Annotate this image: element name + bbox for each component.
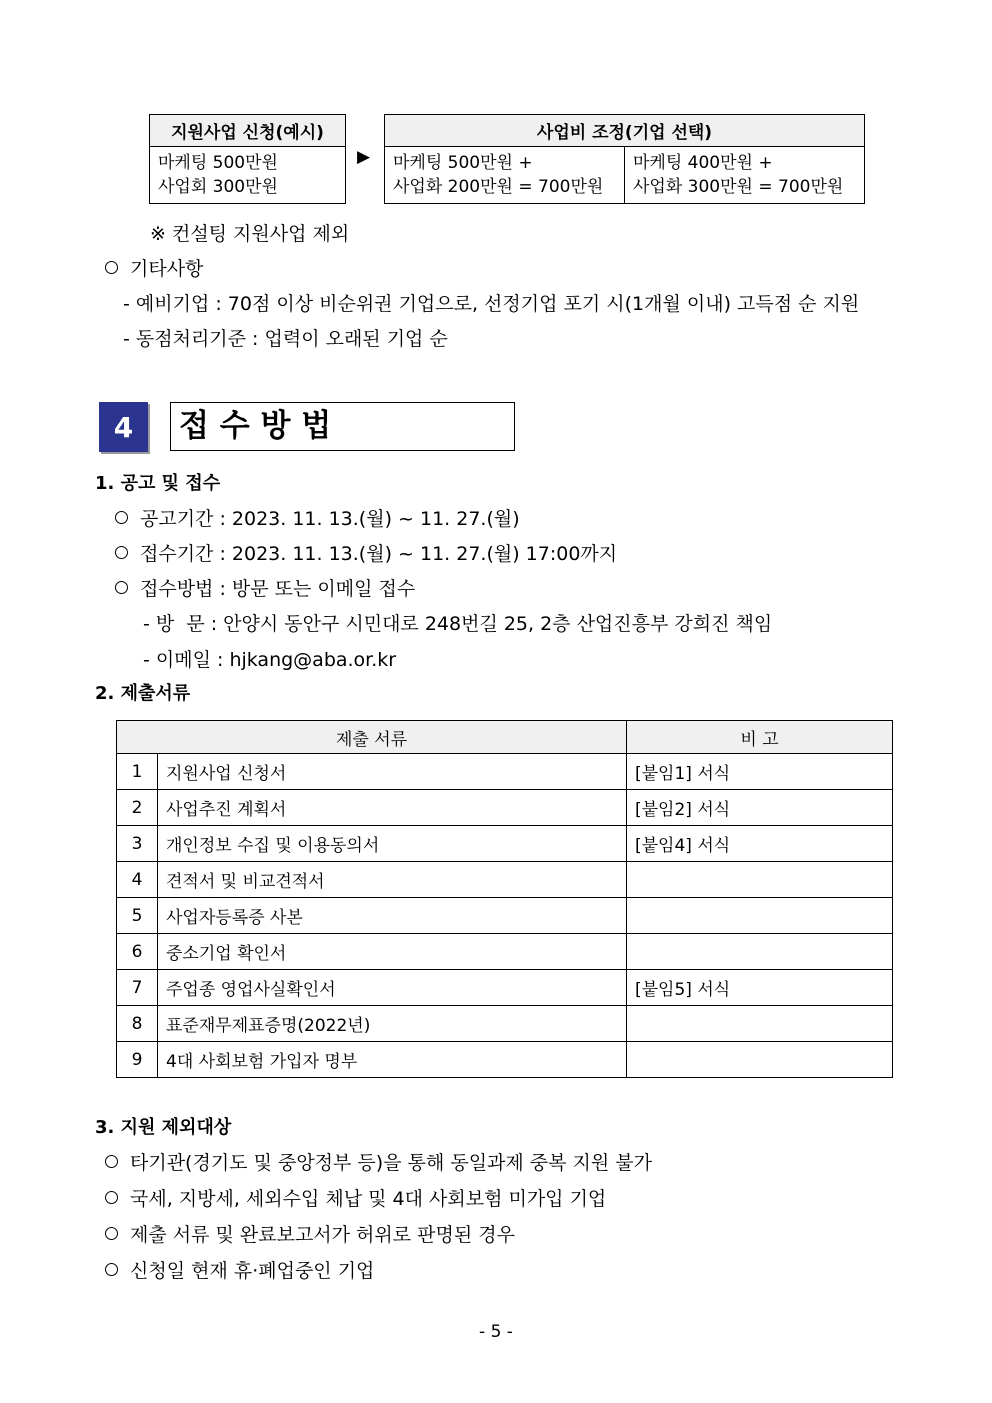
row-number: 9 xyxy=(117,1042,158,1078)
row-note: [붙임5] 서식 xyxy=(627,970,893,1006)
example-option-a-line: 마케팅 500만원 + xyxy=(393,153,533,173)
row-number: 5 xyxy=(117,898,158,934)
row-number: 8 xyxy=(117,1006,158,1042)
row-document: 견적서 및 비교견적서 xyxy=(158,862,627,898)
row-document: 개인정보 수집 및 이용동의서 xyxy=(158,826,627,862)
subsection-heading: 2. 제출서류 xyxy=(95,683,191,704)
row-document: 주업종 영업사실확인서 xyxy=(158,970,627,1006)
note-text: ※ 컨설팅 지원사업 제외 xyxy=(150,223,350,245)
subsection-heading: 3. 지원 제외대상 xyxy=(95,1117,232,1138)
documents-table xyxy=(116,720,893,1078)
row-note xyxy=(627,898,893,934)
page-number: - 5 - xyxy=(479,1322,513,1342)
row-note xyxy=(627,862,893,898)
documents-col-header: 제출 서류 xyxy=(117,721,627,754)
table-row xyxy=(117,1006,893,1042)
row-number: 6 xyxy=(117,934,158,970)
arrow-icon: ▶ xyxy=(357,147,371,167)
example-option-a-line: 사업화 200만원 = 700만원 xyxy=(393,177,604,197)
circle-bullet-icon xyxy=(115,546,128,559)
row-note: [붙임2] 서식 xyxy=(627,790,893,826)
table-row xyxy=(117,826,893,862)
section-number-badge: 4 xyxy=(99,402,148,452)
note-col-header: 비 고 xyxy=(627,721,893,754)
row-note: [붙임1] 서식 xyxy=(627,754,893,790)
table-row xyxy=(117,862,893,898)
example-apply-header: 지원사업 신청(예시) xyxy=(150,115,346,147)
table-row xyxy=(117,1042,893,1078)
example-adjust-table xyxy=(384,114,865,204)
example-option-b-line: 사업화 300만원 = 700만원 xyxy=(633,177,844,197)
visit-info: - 방 문 : 안양시 동안구 시민대로 248번길 25, 2층 산업진흥부 강희진 책임 xyxy=(143,613,773,635)
other-item: - 동점처리기준 : 업력이 오래된 기업 순 xyxy=(123,328,448,350)
example-option-b-line: 마케팅 400만원 + xyxy=(633,153,773,173)
email-info: - 이메일 : hjkang@aba.or.kr xyxy=(143,649,397,671)
row-document: 중소기업 확인서 xyxy=(158,934,627,970)
table-row xyxy=(117,970,893,1006)
other-title: 기타사항 xyxy=(105,254,203,281)
row-note: [붙임4] 서식 xyxy=(627,826,893,862)
table-row xyxy=(117,934,893,970)
example-apply-line: 마케팅 500만원 xyxy=(158,153,278,173)
reception-item: 접수기간 : 2023. 11. 13.(월) ~ 11. 27.(월) 17:00까지 xyxy=(115,539,617,566)
table-row xyxy=(117,754,893,790)
reception-item: 공고기간 : 2023. 11. 13.(월) ~ 11. 27.(월) xyxy=(115,504,520,531)
other-item: - 예비기업 : 70점 이상 비순위권 기업으로, 선정기업 포기 시(1개월 이내) 고득점 순 지원 xyxy=(123,293,860,315)
example-apply-line: 사업회 300만원 xyxy=(158,177,278,197)
exclusion-item: 제출 서류 및 완료보고서가 허위로 판명된 경우 xyxy=(105,1220,515,1247)
exclusion-item: 신청일 현재 휴·폐업중인 기업 xyxy=(105,1256,374,1283)
circle-bullet-icon xyxy=(105,1155,118,1168)
row-document: 사업자등록증 사본 xyxy=(158,898,627,934)
row-number: 2 xyxy=(117,790,158,826)
row-number: 3 xyxy=(117,826,158,862)
row-document: 표준재무제표증명(2022년) xyxy=(158,1006,627,1042)
subsection-heading: 1. 공고 및 접수 xyxy=(95,473,221,494)
row-document: 4대 사회보험 가입자 명부 xyxy=(158,1042,627,1078)
circle-bullet-icon xyxy=(115,581,128,594)
example-adjust-header: 사업비 조정(기업 선택) xyxy=(385,115,865,147)
row-note xyxy=(627,1006,893,1042)
circle-bullet-icon xyxy=(105,1191,118,1204)
reception-item: 접수방법 : 방문 또는 이메일 접수 xyxy=(115,574,415,601)
section-title-box xyxy=(170,402,515,451)
table-row xyxy=(117,898,893,934)
row-note xyxy=(627,934,893,970)
circle-bullet-icon xyxy=(105,1227,118,1240)
row-number: 7 xyxy=(117,970,158,1006)
exclusion-item: 타기관(경기도 및 중앙정부 등)을 통해 동일과제 중복 지원 불가 xyxy=(105,1148,652,1175)
row-note xyxy=(627,1042,893,1078)
section-title: 접 수 방 법 xyxy=(179,408,332,444)
row-document: 사업추진 계획서 xyxy=(158,790,627,826)
row-document: 지원사업 신청서 xyxy=(158,754,627,790)
circle-bullet-icon xyxy=(115,511,128,524)
circle-bullet-icon xyxy=(105,261,118,274)
example-apply-table xyxy=(149,114,346,204)
table-row xyxy=(117,790,893,826)
exclusion-item: 국세, 지방세, 세외수입 체납 및 4대 사회보험 미가입 기업 xyxy=(105,1184,606,1211)
row-number: 4 xyxy=(117,862,158,898)
circle-bullet-icon xyxy=(105,1263,118,1276)
row-number: 1 xyxy=(117,754,158,790)
